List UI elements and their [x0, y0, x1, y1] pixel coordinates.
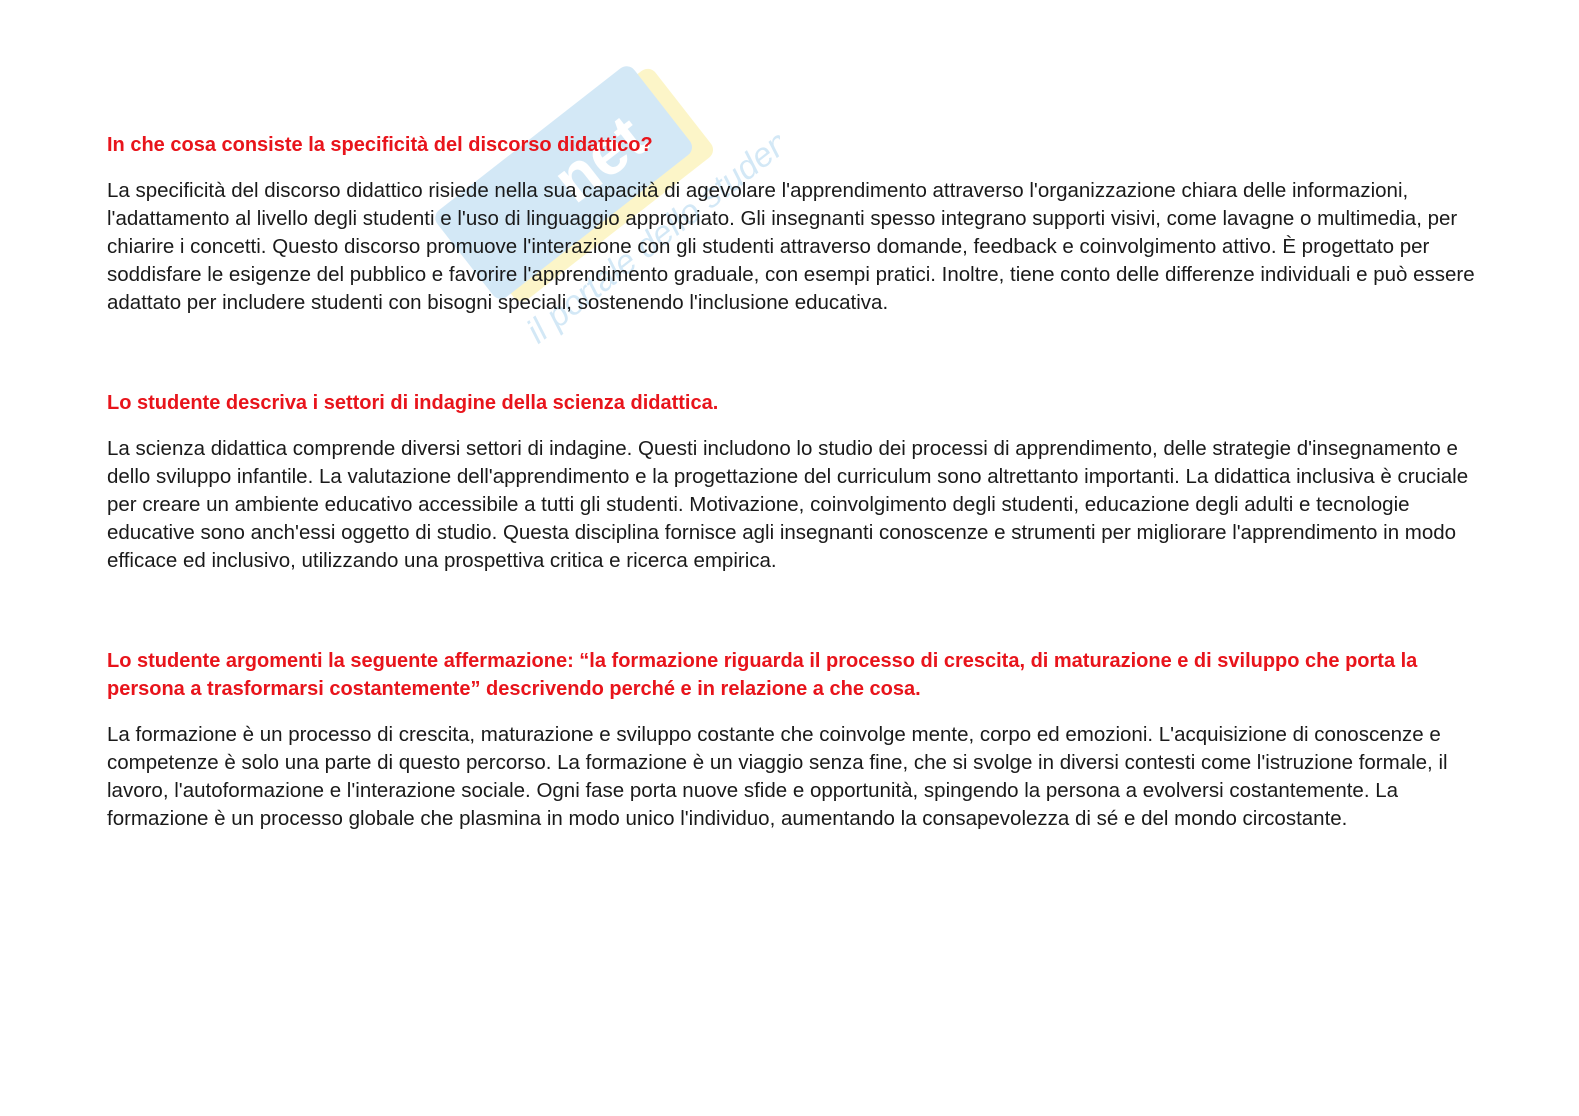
document-body: [107, 131, 1477, 833]
question-1: In che cosa consiste la specificità del discorso didattico?: [107, 134, 653, 156]
answer-2: La scienza didattica comprende diversi settori di indagine. Questi includono lo studio dei processi di apprendimento, delle strategie d'insegnamento e dello sviluppo infantile. La valutazione dell'apprendimento e la progettazione del curriculum sono altrettanto importanti. La didattica inclusiva è cruciale per creare un ambiente educativo accessibile a tutti gli studenti. Motivazione, coinvolgimento degli studenti, educazione degli adulti e tecnologie educative sono anch'essi oggetto di studio. Questa disciplina fornisce agli insegnanti conoscenze e strumenti per migliorare l'apprendimento in modo efficace ed inclusivo, utilizzando una prospettiva critica e ricerca empirica.: [107, 437, 1469, 572]
question-3: Lo studente argomenti la seguente affermazione: “la formazione riguarda il processo di crescita, di maturazione e di sviluppo che porta la persona a trasformarsi costantemente” descrivendo perché e in relazione a che cosa.: [107, 650, 1418, 700]
section-3: [107, 647, 1477, 833]
svg-text:net: net: [539, 100, 660, 217]
section-1: [107, 131, 1477, 317]
question-2: Lo studente descriva i settori di indagine della scienza didattica.: [107, 392, 719, 414]
section-2: [107, 389, 1477, 575]
answer-1: La specificità del discorso didattico risiede nella sua capacità di agevolare l'apprendimento attraverso l'organizzazione chiara delle informazioni, l'adattamento al livello degli studenti e l'uso di linguaggio appropriato. Gli insegnanti spesso integrano supporti visivi, come lavagne o multimedia, per chiarire i concetti. Questo discorso promuove l'interazione con gli studenti attraverso domande, feedback e coinvolgimento attivo. È progettato per soddisfare le esigenze del pubblico e favorire l'apprendimento graduale, con esempi pratici. Inoltre, tiene conto delle differenze individuali e può essere adattato per includere studenti con bisogni speciali, sostenendo l'inclusione educativa.: [107, 179, 1475, 314]
svg-text:il portale dello studente: il portale dello studente: [519, 105, 780, 351]
answer-3: La formazione è un processo di crescita, maturazione e sviluppo costante che coinvolge mente, corpo ed emozioni. L'acquisizione di conoscenze e competenze è solo una parte di questo percorso. La formazione è un viaggio senza fine, che si svolge in diversi contesti come l'istruzione formale, il lavoro, l'autoformazione e l'interazione sociale. Ogni fase porta nuove sfide e opportunità, spingendo la persona a evolversi costantemente. La formazione è un processo globale che plasmina in modo unico l'individuo, aumentando la consapevolezza di sé e del mondo circostante.: [107, 723, 1448, 830]
